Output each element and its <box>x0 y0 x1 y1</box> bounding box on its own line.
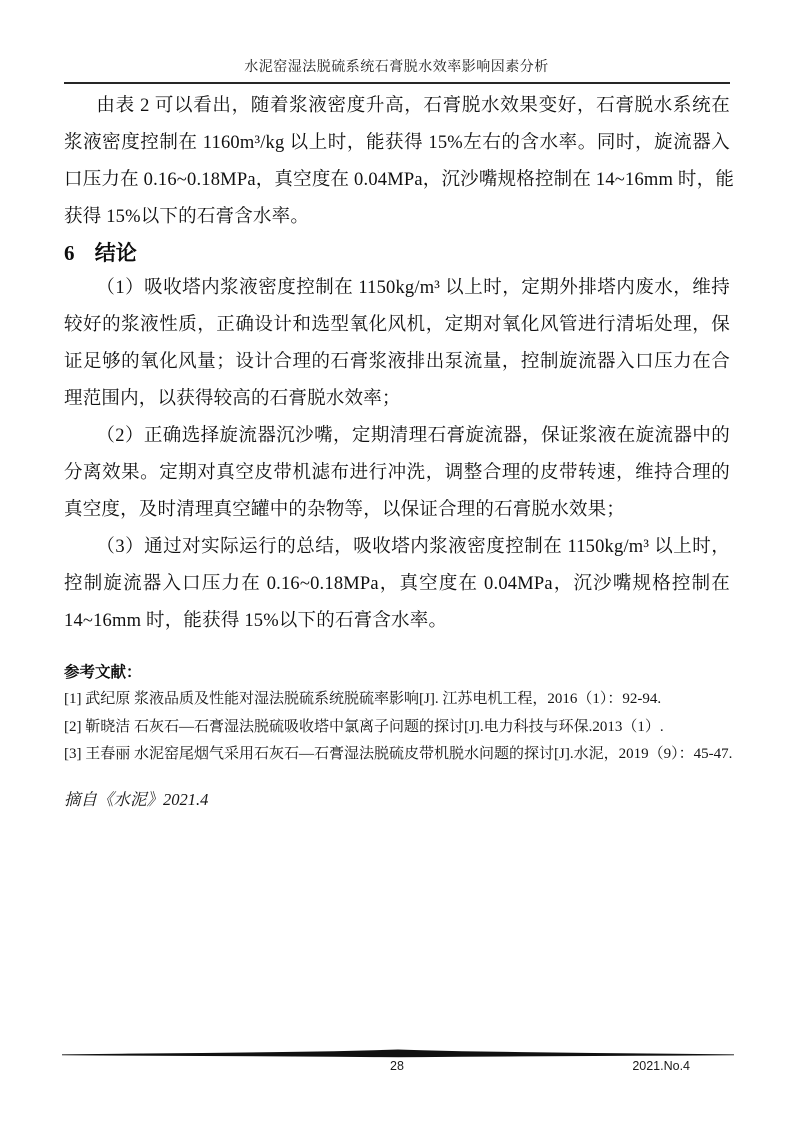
source-note: 摘自《水泥》2021.4 <box>64 790 209 809</box>
text-line: （3）通过对实际运行的总结，吸收塔内浆液密度控制在 1150kg/m³ 以上时， <box>96 537 730 557</box>
conclusion-paragraph-3 <box>64 529 730 640</box>
text-line: 较好的浆液性质，正确设计和选型氧化风机，定期对氧化风管进行清垢处理，保 <box>64 315 730 335</box>
text-line: 控制旋流器入口压力在 0.16~0.18MPa，真空度在 0.04MPa，沉沙嘴规格控制在 <box>64 574 730 594</box>
references-heading: 参考文献： <box>64 664 142 681</box>
text-line: 获得 15%以下的石膏含水率。 <box>64 207 310 227</box>
text-line: 由表 2 可以看出，随着浆液密度升高，石膏脱水效果变好，石膏脱水系统在 <box>96 96 730 116</box>
running-header-title: 水泥窑湿法脱硫系统石膏脱水效率影响因素分析 <box>244 60 549 75</box>
reference-item: [1] 武纪原 浆液品质及性能对湿法脱硫系统脱硫率影响[J]. 江苏电机工程，2016（1）：92-94. <box>64 691 662 707</box>
footer-issue: 2021.No.4 <box>632 1059 690 1073</box>
reference-item: [3] 王春丽 水泥窑尾烟气采用石灰石—石膏湿法脱硫皮带机脱水问题的探讨[J].水泥，2019（9）：45-47. <box>64 746 733 762</box>
section-number: 6 <box>64 241 75 265</box>
references-section <box>64 660 733 769</box>
reference-item: [2] 靳晓洁 石灰石—石膏湿法脱硫吸收塔中氯离子问题的探讨[J].电力科技与环保.2013（1）. <box>64 718 664 735</box>
header-rule <box>64 82 730 84</box>
section-title: 结论 <box>94 241 137 265</box>
text-line: （2）正确选择旋流器沉沙嘴，定期清理石膏旋流器，保证浆液在旋流器中的 <box>96 426 730 446</box>
text-line: 证足够的氧化风量；设计合理的石膏浆液排出泵流量，控制旋流器入口压力在合 <box>64 352 730 372</box>
conclusion-paragraph-2 <box>64 418 730 529</box>
text-line: 浆液密度控制在 1160m³/kg 以上时，能获得 15%左右的含水率。同时，旋流器入 <box>64 133 730 153</box>
text-line: 理范围内，以获得较高的石膏脱水效率； <box>64 389 401 409</box>
footer-rule <box>62 1049 734 1058</box>
text-line: 真空度，及时清理真空罐中的杂物等，以保证合理的石膏脱水效果； <box>64 500 626 520</box>
text-line: 分离效果。定期对真空皮带机滤布进行冲洗，调整合理的皮带转速，维持合理的 <box>64 463 730 483</box>
section-heading-conclusion <box>64 236 730 270</box>
text-line: 14~16mm 时，能获得 15%以下的石膏含水率。 <box>64 611 448 631</box>
body-text <box>64 88 735 640</box>
text-line: 口压力在 0.16~0.18MPa，真空度在 0.04MPa，沉沙嘴规格控制在 14~16mm 时，能 <box>64 170 735 190</box>
footer-page-number: 28 <box>390 1059 404 1073</box>
references-list <box>64 686 733 769</box>
intro-paragraph <box>64 88 735 236</box>
conclusion-paragraph-1 <box>64 270 730 418</box>
text-line: （1）吸收塔内浆液密度控制在 1150kg/m³ 以上时，定期外排塔内废水，维持 <box>96 278 730 298</box>
